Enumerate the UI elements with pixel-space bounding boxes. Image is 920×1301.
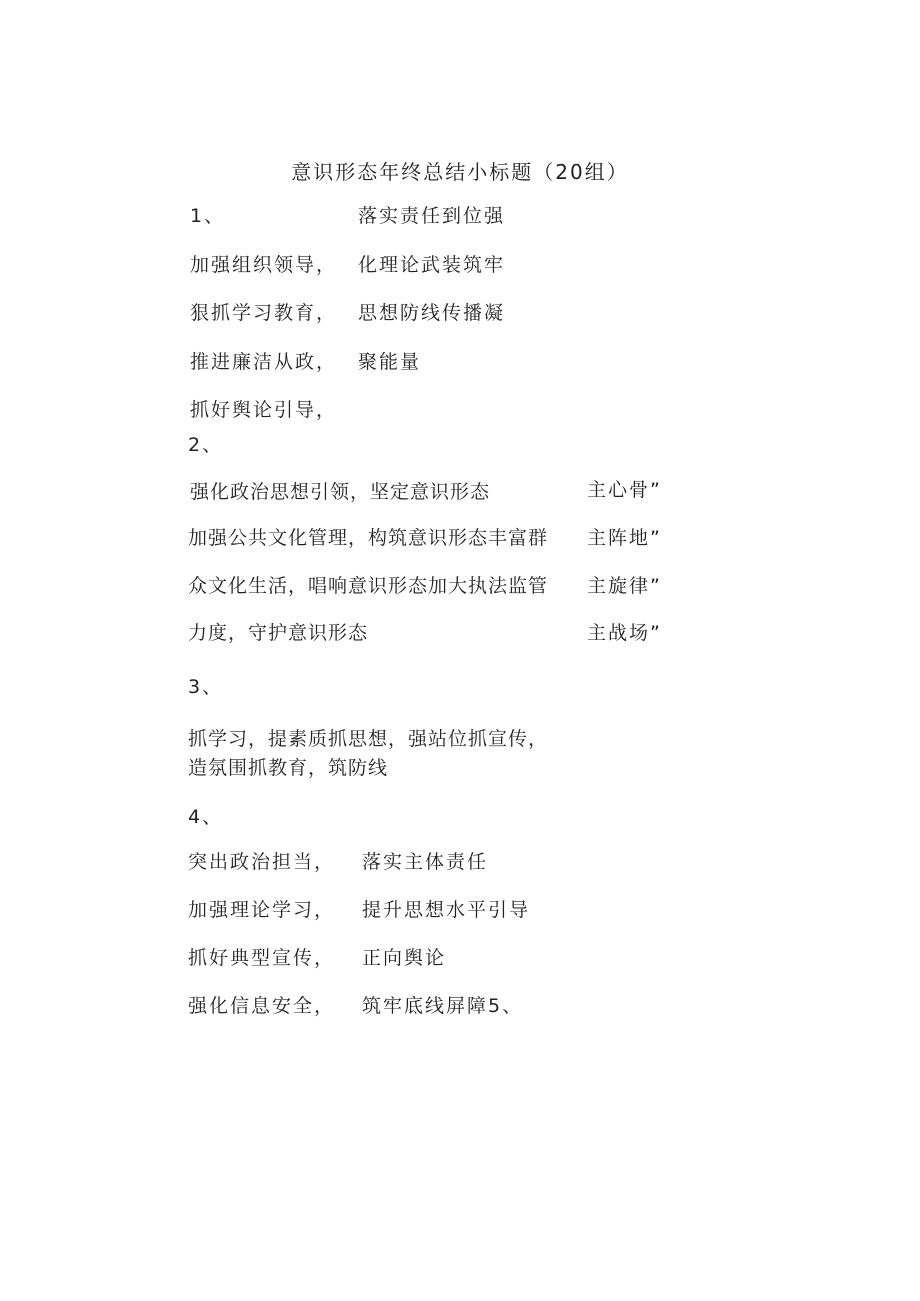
section1-left-line-1: 加强组织领导， bbox=[190, 254, 338, 276]
section4-right-line-2: 提升思想水平引导 bbox=[362, 899, 531, 921]
section4-left-line-3: 抓好典型宣传， bbox=[188, 947, 336, 969]
section3-line-2: 造氛围抓教育，筑防线 bbox=[188, 757, 389, 779]
section4-left-line-4: 强化信息安全， bbox=[188, 995, 336, 1017]
section3-line-1: 抓学习，提素质抓思想，强站位抓宣传， bbox=[188, 728, 549, 750]
section2-line-1: 强化政治思想引领，坚定意识形态 bbox=[190, 481, 491, 503]
section-number-1: 1、 bbox=[190, 205, 226, 227]
section-number-2: 2、 bbox=[188, 434, 224, 456]
section2-tail-4: 主战场” bbox=[587, 622, 662, 644]
section4-right-line-1: 落实主体责任 bbox=[362, 851, 489, 873]
section1-right-line-4: 聚能量 bbox=[358, 351, 422, 373]
section4-right-line-3: 正向舆论 bbox=[362, 947, 447, 969]
section2-tail-3: 主旋律” bbox=[587, 575, 662, 597]
section2-line-4: 力度，守护意识形态 bbox=[188, 622, 369, 644]
section4-left-line-1: 突出政治担当， bbox=[188, 851, 336, 873]
section1-left-line-3: 推进廉洁从政， bbox=[190, 351, 338, 373]
page-title: 意识形态年终总结小标题（20组） bbox=[291, 160, 629, 184]
section1-right-line-1: 落实责任到位强 bbox=[358, 205, 506, 227]
section1-left-line-2: 狠抓学习教育， bbox=[190, 302, 338, 324]
section4-right-line-4: 筑牢底线屏障5、 bbox=[362, 995, 524, 1017]
section2-line-2: 加强公共文化管理，构筑意识形态丰富群 bbox=[188, 527, 549, 549]
section-number-4: 4、 bbox=[188, 806, 224, 828]
section2-tail-2: 主阵地” bbox=[587, 527, 662, 549]
section2-tail-1: 主心骨” bbox=[587, 479, 662, 501]
section1-left-line-4: 抓好舆论引导， bbox=[190, 399, 338, 421]
section-number-3: 3、 bbox=[188, 676, 224, 698]
section4-left-line-2: 加强理论学习， bbox=[188, 899, 336, 921]
section1-right-line-3: 思想防线传播凝 bbox=[358, 302, 506, 324]
section1-right-line-2: 化理论武装筑牢 bbox=[358, 254, 506, 276]
section2-line-3: 众文化生活，唱响意识形态加大执法监管 bbox=[188, 575, 549, 597]
